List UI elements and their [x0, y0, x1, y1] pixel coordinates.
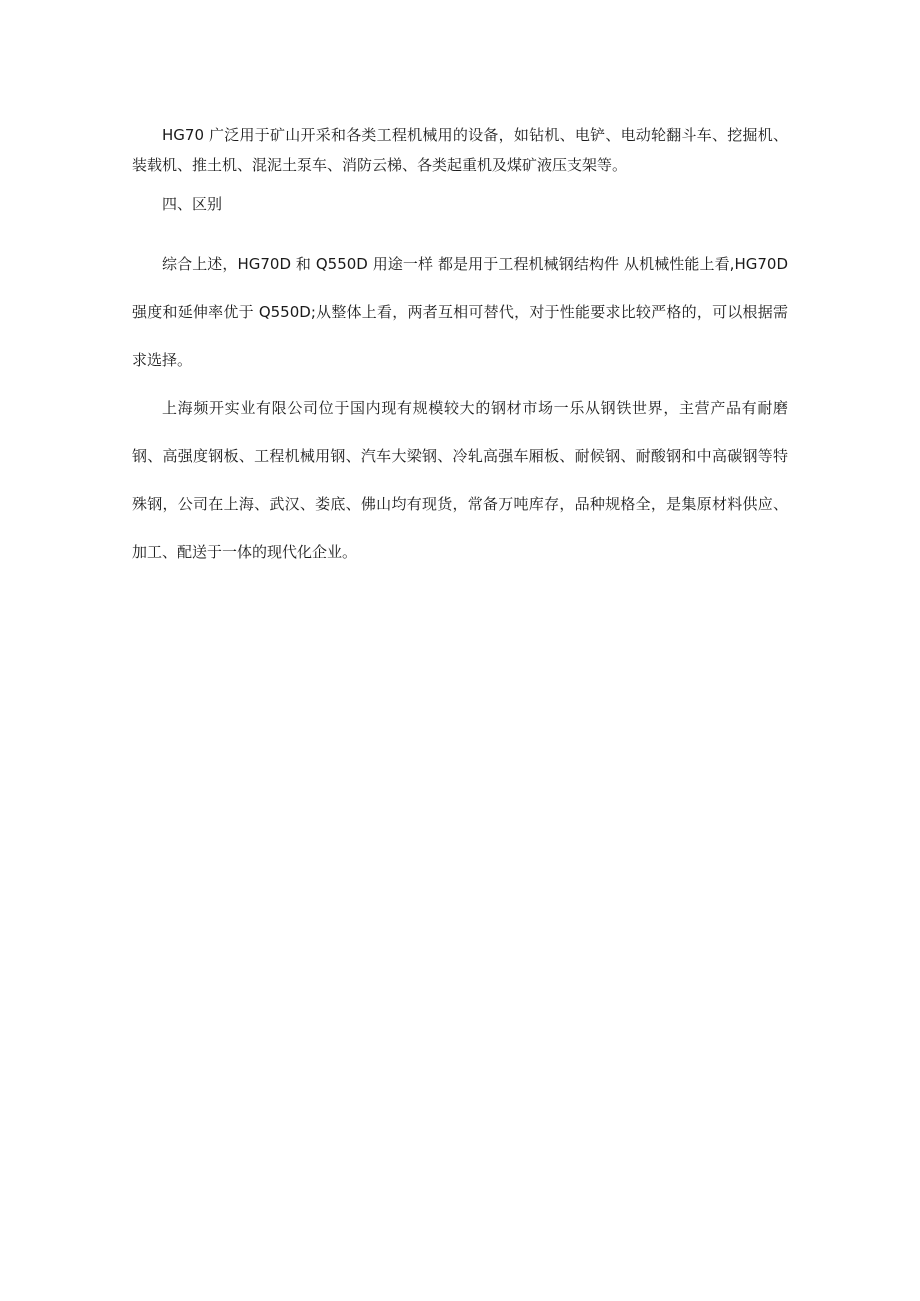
- paragraph-summary: 综合上述，HG70D 和 Q550D 用途一样 都是用于工程机械钢结构件 从机械性能上看,HG70D 强度和延伸率优于 Q550D;从整体上看，两者互相可替代，对于性能要求比较严格的，可以根据需求选择。: [132, 255, 788, 369]
- section-heading-difference: 四、区别: [162, 195, 223, 213]
- paragraph-usage: HG70 广泛用于矿山开采和各类工程机械用的设备，如钻机、电铲、电动轮翻斗车、挖掘机、装载机、推土机、混泥土泵车、消防云梯、各类起重机及煤矿液压支架等。: [132, 126, 788, 174]
- paragraph-company: 上海频开实业有限公司位于国内现有规模较大的钢材市场一乐从钢铁世界，主营产品有耐磨钢、高强度钢板、工程机械用钢、汽车大梁钢、冷轧高强车厢板、耐候钢、耐酸钢和中高碳钢等特殊钢，公司在上海、武汉、娄底、佛山均有现货，常备万吨库存，品种规格全，是集原材料供应、加工、配送于一体的现代化企业。: [132, 399, 788, 561]
